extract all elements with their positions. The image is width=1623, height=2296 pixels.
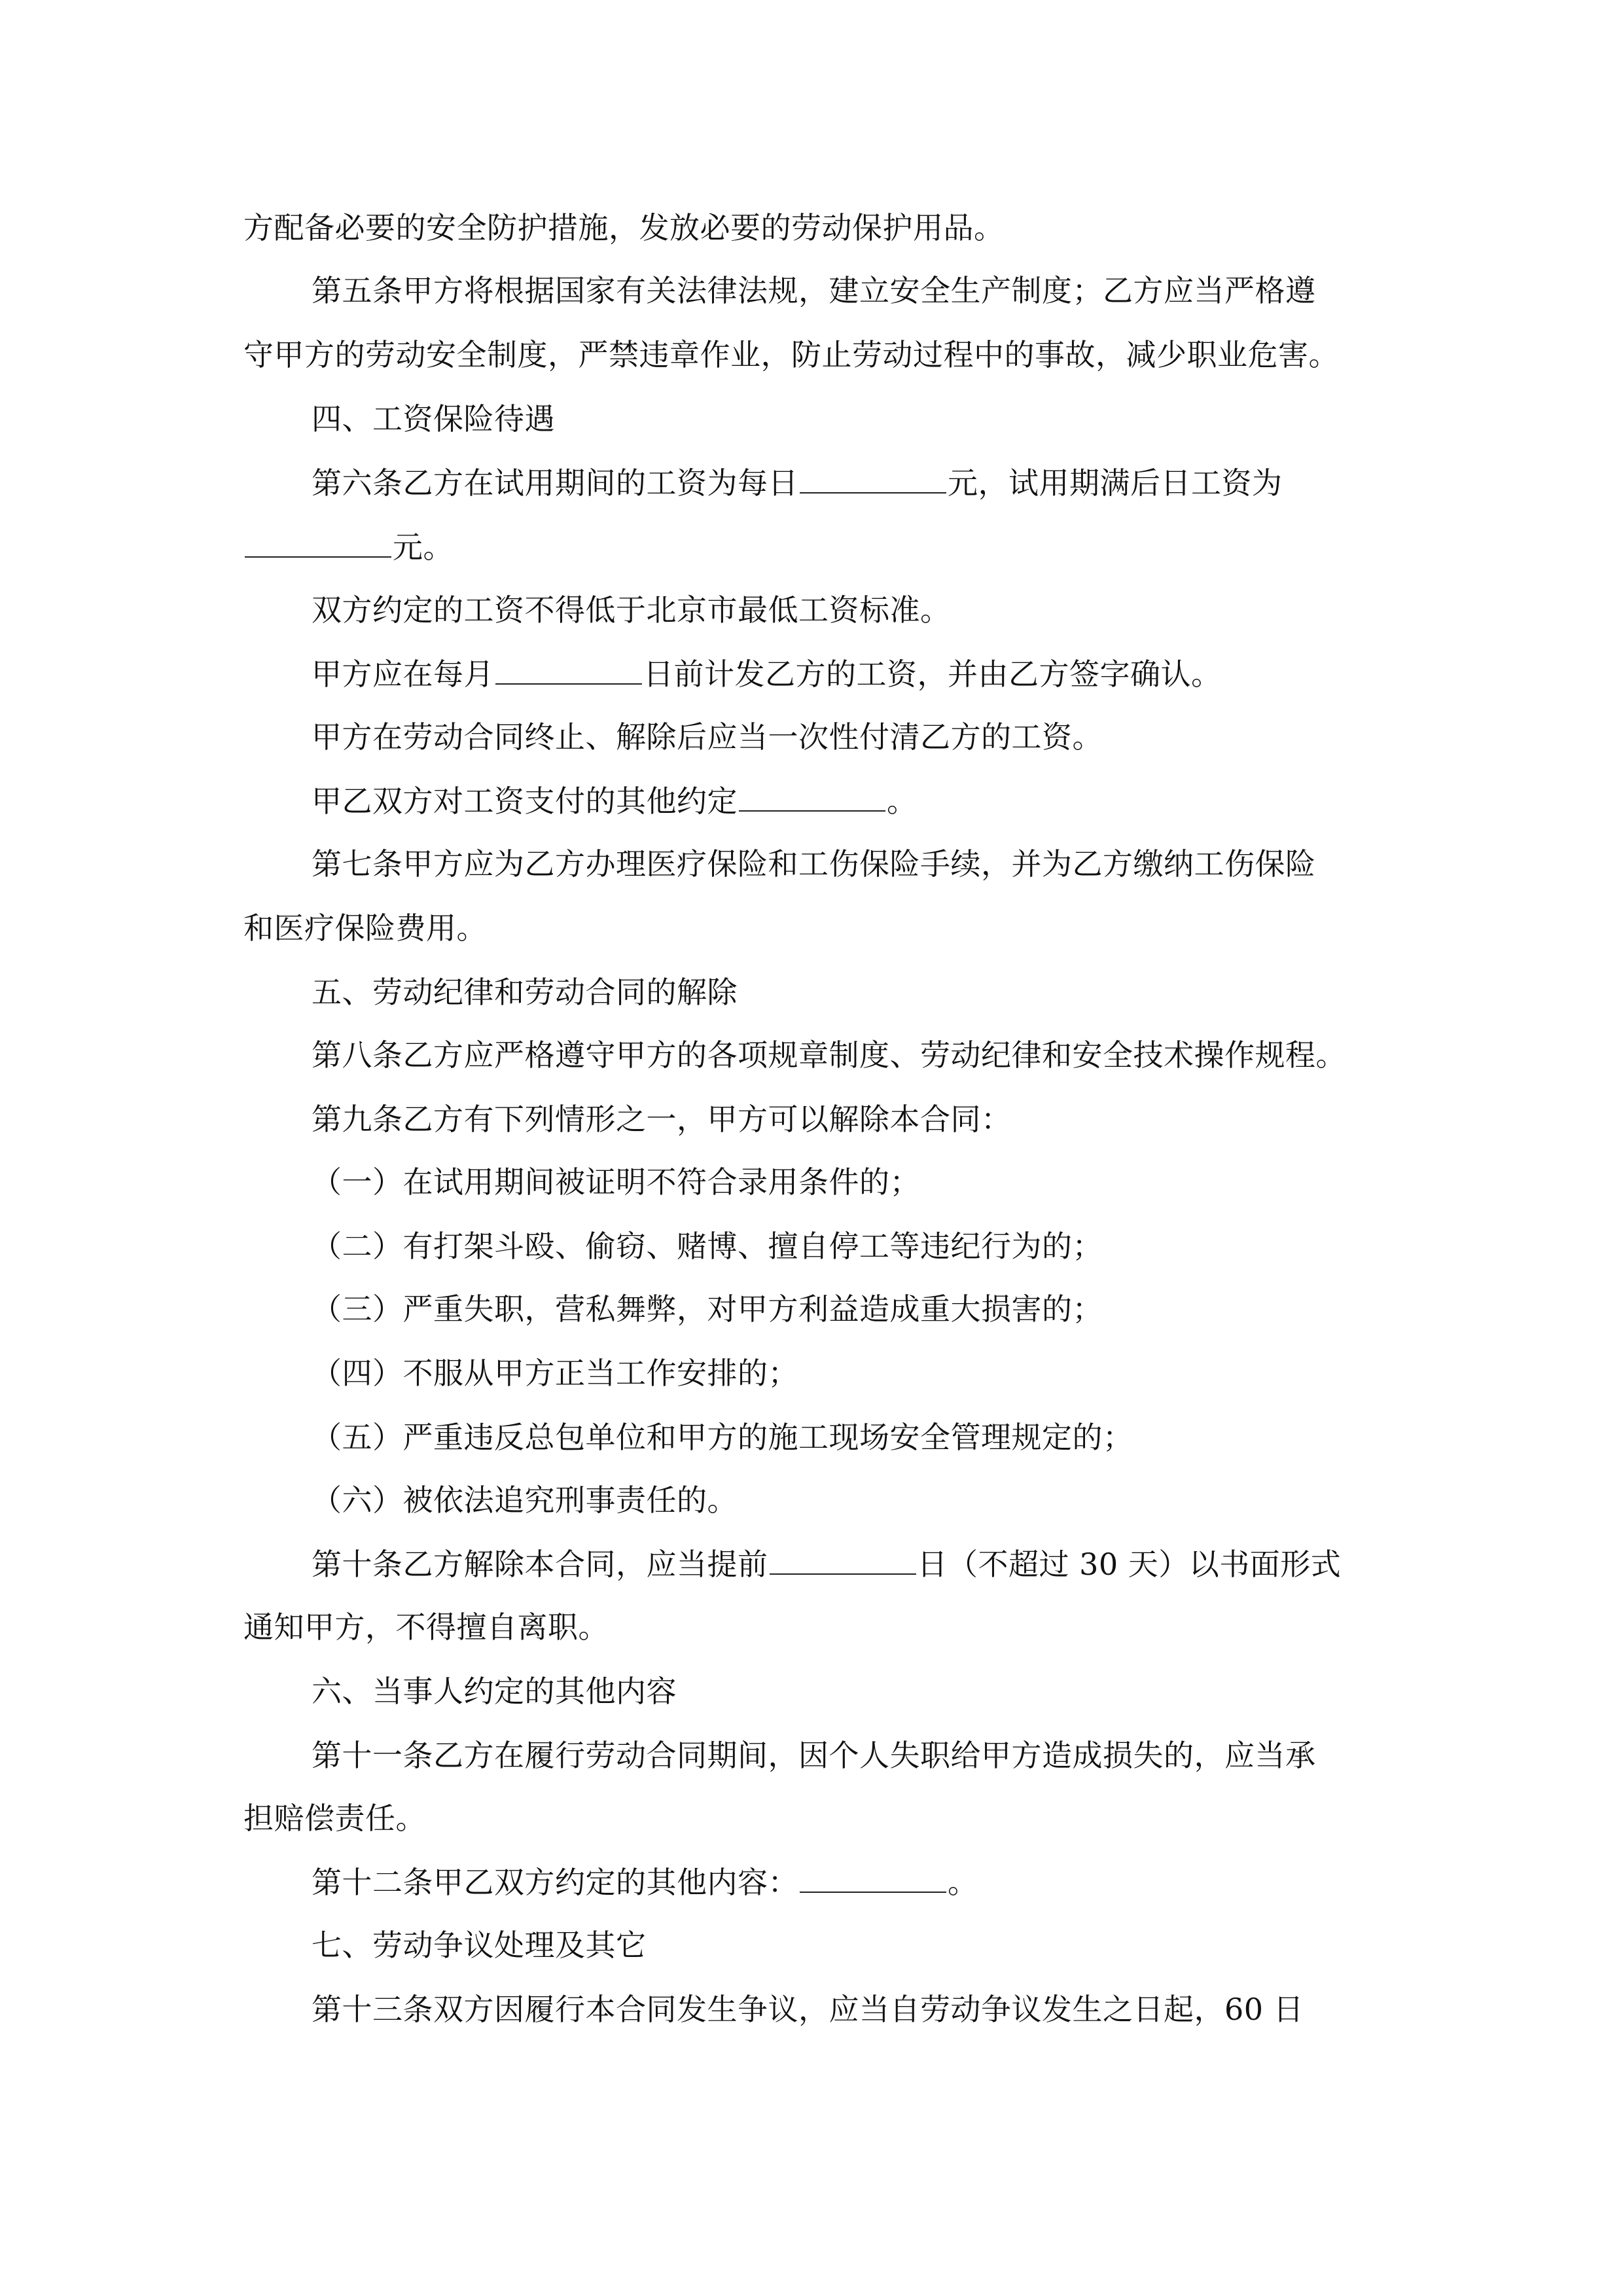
- article-10-line-2: [243, 1607, 609, 1647]
- article-12: [312, 1863, 978, 1902]
- fill-blank: [800, 1863, 946, 1893]
- line-text: （五）严重违反总包单位和甲方的施工现场安全管理规定的；: [312, 1420, 1133, 1455]
- line-text: 。: [887, 783, 918, 819]
- article-6-line-2: [243, 528, 454, 567]
- line-text: 七、劳动争议处理及其它: [312, 1928, 647, 1963]
- text-line: [312, 655, 1222, 694]
- list-item: [312, 1480, 738, 1520]
- article-5-line-2: [243, 335, 1339, 374]
- text-line: [243, 208, 1005, 247]
- list-item: [312, 1418, 1133, 1457]
- line-text: 甲方在劳动合同终止、解除后应当一次性付清乙方的工资。: [312, 719, 1103, 755]
- article-11-line-2: [243, 1799, 426, 1838]
- section-heading-4: [312, 399, 555, 439]
- line-text: 甲方应在每月: [312, 656, 494, 692]
- line-text: 四、工资保险待遇: [312, 401, 555, 437]
- fill-blank: [770, 1545, 916, 1575]
- line-text: 和医疗保险费用。: [243, 910, 487, 946]
- line-text: （一）在试用期间被证明不符合录用条件的；: [312, 1164, 920, 1200]
- line-text: 第十三条双方因履行本合同发生争议，应当自劳动争议发生之日起，60 日: [312, 1992, 1304, 2027]
- fill-blank: [739, 781, 885, 812]
- list-item: [312, 1227, 1103, 1266]
- line-text: 方配备必要的安全防护措施，发放必要的劳动保护用品。: [243, 210, 1005, 245]
- line-text: （三）严重失职，营私舞弊，对甲方利益造成重大损害的；: [312, 1291, 1103, 1327]
- line-text: 第十二条甲乙双方约定的其他内容：: [312, 1865, 798, 1900]
- article-10-line-1: [312, 1545, 1341, 1584]
- line-text: 双方约定的工资不得低于北京市最低工资标准。: [312, 592, 951, 628]
- list-item: [312, 1162, 920, 1202]
- line-text: 第五条甲方将根据国家有关法律法规，建立安全生产制度；乙方应当严格遵: [312, 273, 1316, 308]
- list-item: [312, 1354, 798, 1393]
- list-item: [312, 1289, 1103, 1329]
- line-text: 日（不超过 30 天）以书面形式: [917, 1547, 1342, 1582]
- article-13-line-1: [312, 1990, 1304, 2029]
- text-line: [312, 781, 918, 821]
- line-text: 担赔偿责任。: [243, 1801, 426, 1836]
- text-line: [312, 717, 1103, 757]
- line-text: 第九条乙方有下列情形之一，甲方可以解除本合同：: [312, 1102, 1012, 1137]
- text-line: [312, 590, 951, 630]
- section-heading-7: [312, 1926, 647, 1965]
- line-text: 甲乙双方对工资支付的其他约定: [312, 783, 738, 819]
- section-heading-5: [312, 973, 738, 1012]
- article-9: [312, 1100, 1012, 1139]
- line-text: 守甲方的劳动安全制度，严禁违章作业，防止劳动过程中的事故，减少职业危害。: [243, 337, 1339, 372]
- fill-blank: [800, 463, 946, 493]
- line-text: 元。: [393, 529, 454, 565]
- line-text: 。: [948, 1865, 978, 1900]
- line-text: 第六条乙方在试用期间的工资为每日: [312, 465, 798, 501]
- section-heading-6: [312, 1672, 677, 1711]
- line-text: （二）有打架斗殴、偷窃、赌博、擅自停工等违纪行为的；: [312, 1229, 1103, 1264]
- article-11-line-1: [312, 1736, 1316, 1775]
- fill-blank: [245, 528, 391, 558]
- line-text: 六、当事人约定的其他内容: [312, 1674, 677, 1709]
- line-text: 第十条乙方解除本合同，应当提前: [312, 1547, 768, 1582]
- line-text: 通知甲方，不得擅自离职。: [243, 1609, 609, 1645]
- line-text: 第十一条乙方在履行劳动合同期间，因个人失职给甲方造成损失的，应当承: [312, 1738, 1316, 1773]
- line-text: 元，试用期满后日工资为: [948, 465, 1283, 501]
- article-6-line-1: [312, 463, 1283, 503]
- article-7-line-1: [312, 844, 1316, 884]
- line-text: （四）不服从甲方正当工作安排的；: [312, 1355, 798, 1391]
- line-text: 日前计发乙方的工资，并由乙方签字确认。: [643, 656, 1222, 692]
- article-5-line-1: [312, 271, 1316, 310]
- line-text: （六）被依法追究刑事责任的。: [312, 1482, 738, 1518]
- fill-blank: [495, 655, 642, 685]
- line-text: 第八条乙方应严格遵守甲方的各项规章制度、劳动纪律和安全技术操作规程。: [312, 1037, 1346, 1073]
- article-7-line-2: [243, 908, 487, 948]
- line-text: 第七条甲方应为乙方办理医疗保险和工伤保险手续，并为乙方缴纳工伤保险: [312, 846, 1316, 882]
- line-text: 五、劳动纪律和劳动合同的解除: [312, 975, 738, 1010]
- article-8: [312, 1035, 1346, 1075]
